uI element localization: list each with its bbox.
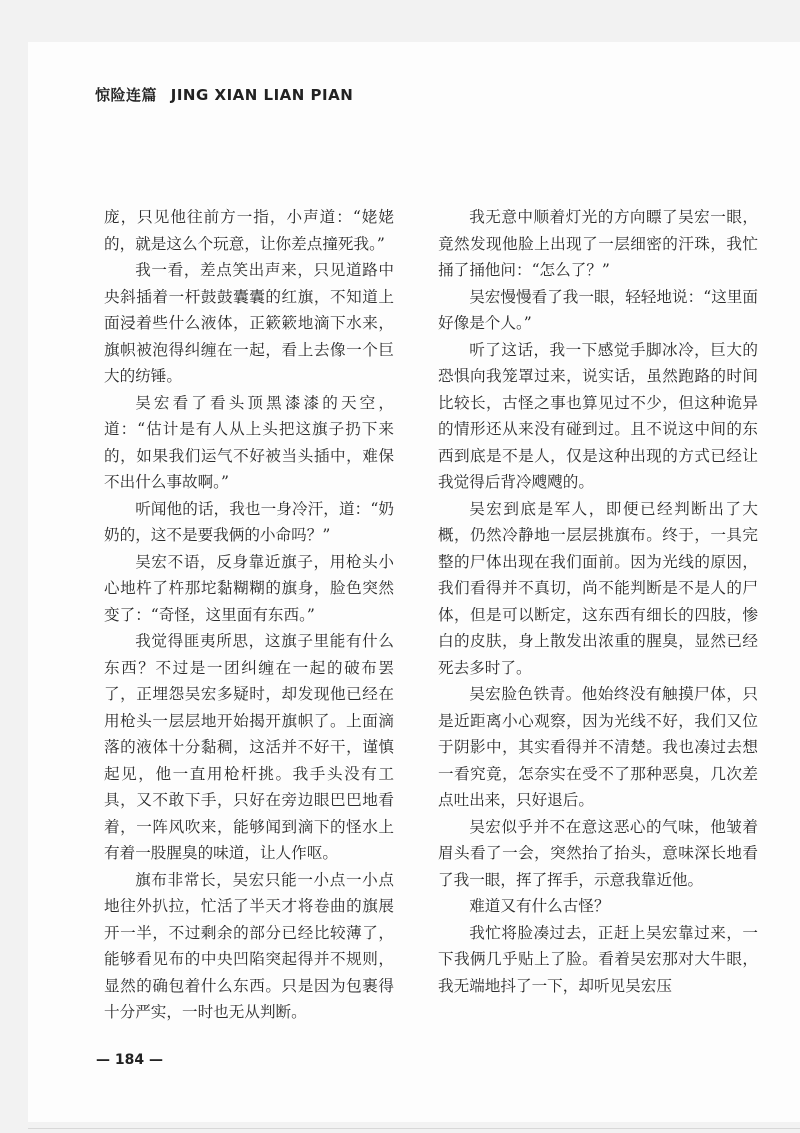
paragraph: 听闻他的话，我也一身冷汗，道：“奶奶的，这不是要我俩的小命吗？” [104, 499, 394, 544]
paragraph: 庞，只见他往前方一指，小声道：“姥姥的，就是这么个玩意，让你差点撞死我。” [104, 208, 394, 253]
paragraph: 吴宏不语，反身靠近旗子，用枪头小心地杵了杵那坨黏糊糊的旗身，脸色突然变了：“奇怪，这里面有东西。” [104, 552, 394, 624]
paragraph: 吴宏脸色铁青。他始终没有触摸尸体，只是近距离小心观察，因为光线不好，我们又位于阴影中，其实看得并不清楚。我也凑过去想一看究竟，怎奈实在受不了那种恶臭，几次差点吐出来，只好退后。 [438, 685, 758, 809]
header-title-chinese: 惊险连篇 [95, 86, 158, 104]
paragraph: 难道又有什么古怪？ [469, 897, 610, 915]
paragraph: 吴宏看了看头顶黑漆漆的天空，道：“估计是有人从上头把这旗子扔下来的，如果我们运气不好被当头插中，难保不出什么事故啊。” [104, 393, 394, 491]
paragraph: 吴宏似乎并不在意这恶心的气味，他皱着眉头看了一会，突然抬了抬头，意味深长地看了我一眼，挥了挥手，示意我靠近他。 [438, 817, 758, 889]
paragraph: 吴宏到底是军人，即便已经判断出了大概，仍然冷静地一层层挑旗布。终于，一具完整的尸体出现在我们面前。因为光线的原因，我们看得并不真切，尚不能判断是不是人的尸体，但是可以断定，这东西有细长的四肢，惨白的皮肤，身上散发出浓重的腥臭，显然已经死去多时了。 [438, 499, 758, 677]
running-header [95, 84, 353, 105]
paragraph: 我无意中顺着灯光的方向瞟了吴宏一眼，竟然发现他脸上出现了一层细密的汗珠，我忙捅了捅他问：“怎么了？” [438, 208, 758, 279]
text-column-left [104, 204, 394, 1026]
paragraph: 旗布非常长，吴宏只能一小点一小点地往外扒拉，忙活了半天才将卷曲的旗展开一半，不过剩余的部分已经比较薄了，能够看见布的中央凹陷突起得并不规则，显然的确包着什么东西。只是因为包裹得十分严实，一时也无从判断。 [104, 870, 394, 1021]
header-title-pinyin: JING XIAN LIAN PIAN [170, 86, 354, 104]
paragraph: 听了这话，我一下感觉手脚冰冷，巨大的恐惧向我笼罩过来，说实话，虽然跑路的时间比较长，古怪之事也算见过不少，但这种诡异的情形还从来没有碰到过。且不说这中间的东西到底是不是人，仅是这种出现的方式已经让我觉得后背冷飕飕的。 [438, 340, 758, 491]
text-column-right [438, 204, 758, 999]
bottom-divider [28, 1128, 800, 1129]
paragraph: 我一看，差点笑出声来，只见道路中央斜插着一杆鼓鼓囊囊的红旗，不知道上面浸着些什么液体，正簌簌地滴下水来，旗帜被泡得纠缠在一起，看上去像一个巨大的纺锤。 [104, 261, 394, 385]
paragraph: 吴宏慢慢看了我一眼，轻轻地说：“这里面好像是个人。” [438, 287, 758, 332]
paragraph: 我忙将脸凑过去，正赶上吴宏靠过来，一下我俩几乎贴上了脸。看着吴宏那对大牛眼，我无端地抖了一下，却听见吴宏压 [438, 923, 758, 995]
page-number: — 184 — [96, 1052, 163, 1068]
paragraph: 我觉得匪夷所思，这旗子里能有什么东西？不过是一团纠缠在一起的破布罢了，正埋怨吴宏多疑时，却发现他已经在用枪头一层层地开始揭开旗帜了。上面滴落的液体十分黏稠，这活并不好干，谨慎起见，他一直用枪杆挑。我手头没有工具，又不敢下手，只好在旁边眼巴巴地看着，一阵风吹来，能够闻到滴下的怪水上有着一股腥臭的味道，让人作呕。 [104, 632, 394, 862]
